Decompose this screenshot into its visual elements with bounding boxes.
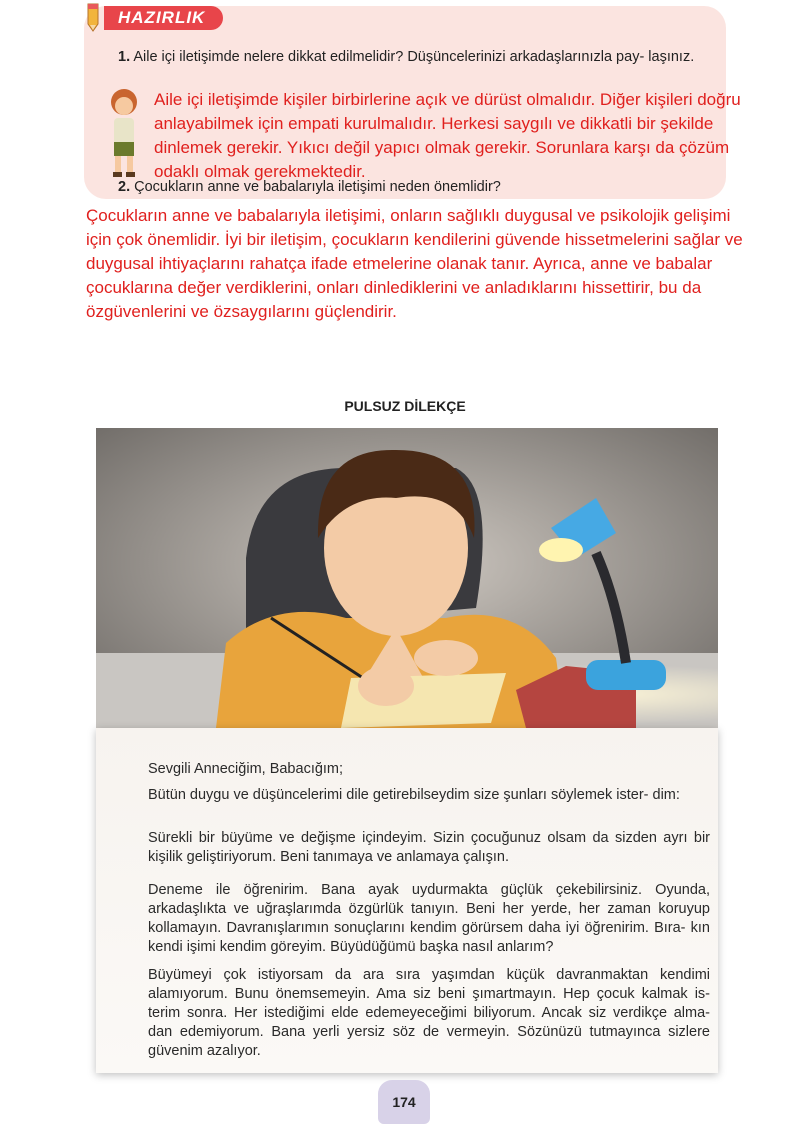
child-illustration — [100, 86, 148, 182]
page-number: 174 — [392, 1094, 416, 1110]
pencil-icon — [84, 2, 102, 32]
boy-writing-illustration — [96, 428, 718, 728]
question-1-number: 1. — [118, 49, 131, 65]
story-title: PULSUZ DİLEKÇE — [344, 398, 466, 414]
answer-2: Çocukların anne ve babalarıyla iletişimi, onların sağlıklı duygusal ve psikolojik gelişimi için çok önemlidir. İyi bir iletişim, çocukların kendilerini güvende hissetmelerini sağlar ve duygusal ihtiyaçlarını rahatça ifade etmelerine olanak tanır. Ayrıca, anne ve babalar çocuklarına değer verdiklerini, onları dinlediklerini ve anladıklarını hissettirir, bu da özgüvenlerini ve özsaygılarını güçlendirir. — [86, 206, 743, 321]
letter-paragraph: Deneme ile öğrenirim. Bana ayak uydurmakta güçlük çekebilirsiniz. Oyunda, arkadaşlıkta ve uğraşlarımda özgürlük tanıyın. Beni her yerde, her zaman koruyup kollamayın. Davranışlarımın sonuçlarını kendim görürsem daha iyi öğrenirim. Bıra- kın kendi işimi kendim göreyim. Büyüdüğümü başka nasıl anlarım? — [148, 882, 710, 955]
letter-greeting: Sevgili Anneciğim, Babacığım; — [148, 761, 344, 777]
question-2-text: Çocukların anne ve babalarıyla iletişimi neden önemlidir? — [134, 179, 501, 195]
hazirlik-tag: HAZIRLIK — [104, 6, 223, 30]
question-2 — [118, 178, 710, 197]
answer-1: Aile içi iletişimde kişiler birbirlerine açık ve dürüst olmalıdır. Diğer kişileri doğru anlayabilmek için empati kurulmalıdır. Herkesi saygılı ve dikkatli bir şekilde dinlemek gerekir. Yıkıcı değil yapıcı olmak gerekir. Sorunlara karşı da çözüm odaklı olmak gerekmektedir. — [154, 90, 741, 181]
letter-paragraph: Büyümeyi çok istiyorsam da ara sıra yaşımdan küçük davranmaktan kendimi alamıyorum. Bunu önemsemeyin. Ama siz beni şımartmayın. Hep çocuk kalmak is- terim sonra. Her istediğimi elde edemeyeceğimi biliyorum. Ancak siz verdikçe alma- dan edemiyorum. Bana yerli yersiz söz de vermeyin. Sözünüzü tutmayınca sizlere güvenim azalıyor. — [148, 967, 710, 1059]
question-1-text: Aile içi iletişimde nelere dikkat edilmelidir? Düşüncelerinizi arkadaşlarınızla pay- laşınız. — [133, 49, 695, 65]
question-2-number: 2. — [118, 179, 131, 195]
letter-paragraph: Bütün duygu ve düşüncelerimi dile getirebilseydim size şunları söylemek ister- dim: — [148, 787, 680, 803]
letter-paragraph: Sürekli bir büyüme ve değişme içindeyim. Sizin çocuğunuz olsam da sizden ayrı bir kişilik geliştiriyorum. Beni tanımaya ve anlamaya çalışın. — [148, 830, 710, 865]
question-1 — [118, 48, 710, 67]
